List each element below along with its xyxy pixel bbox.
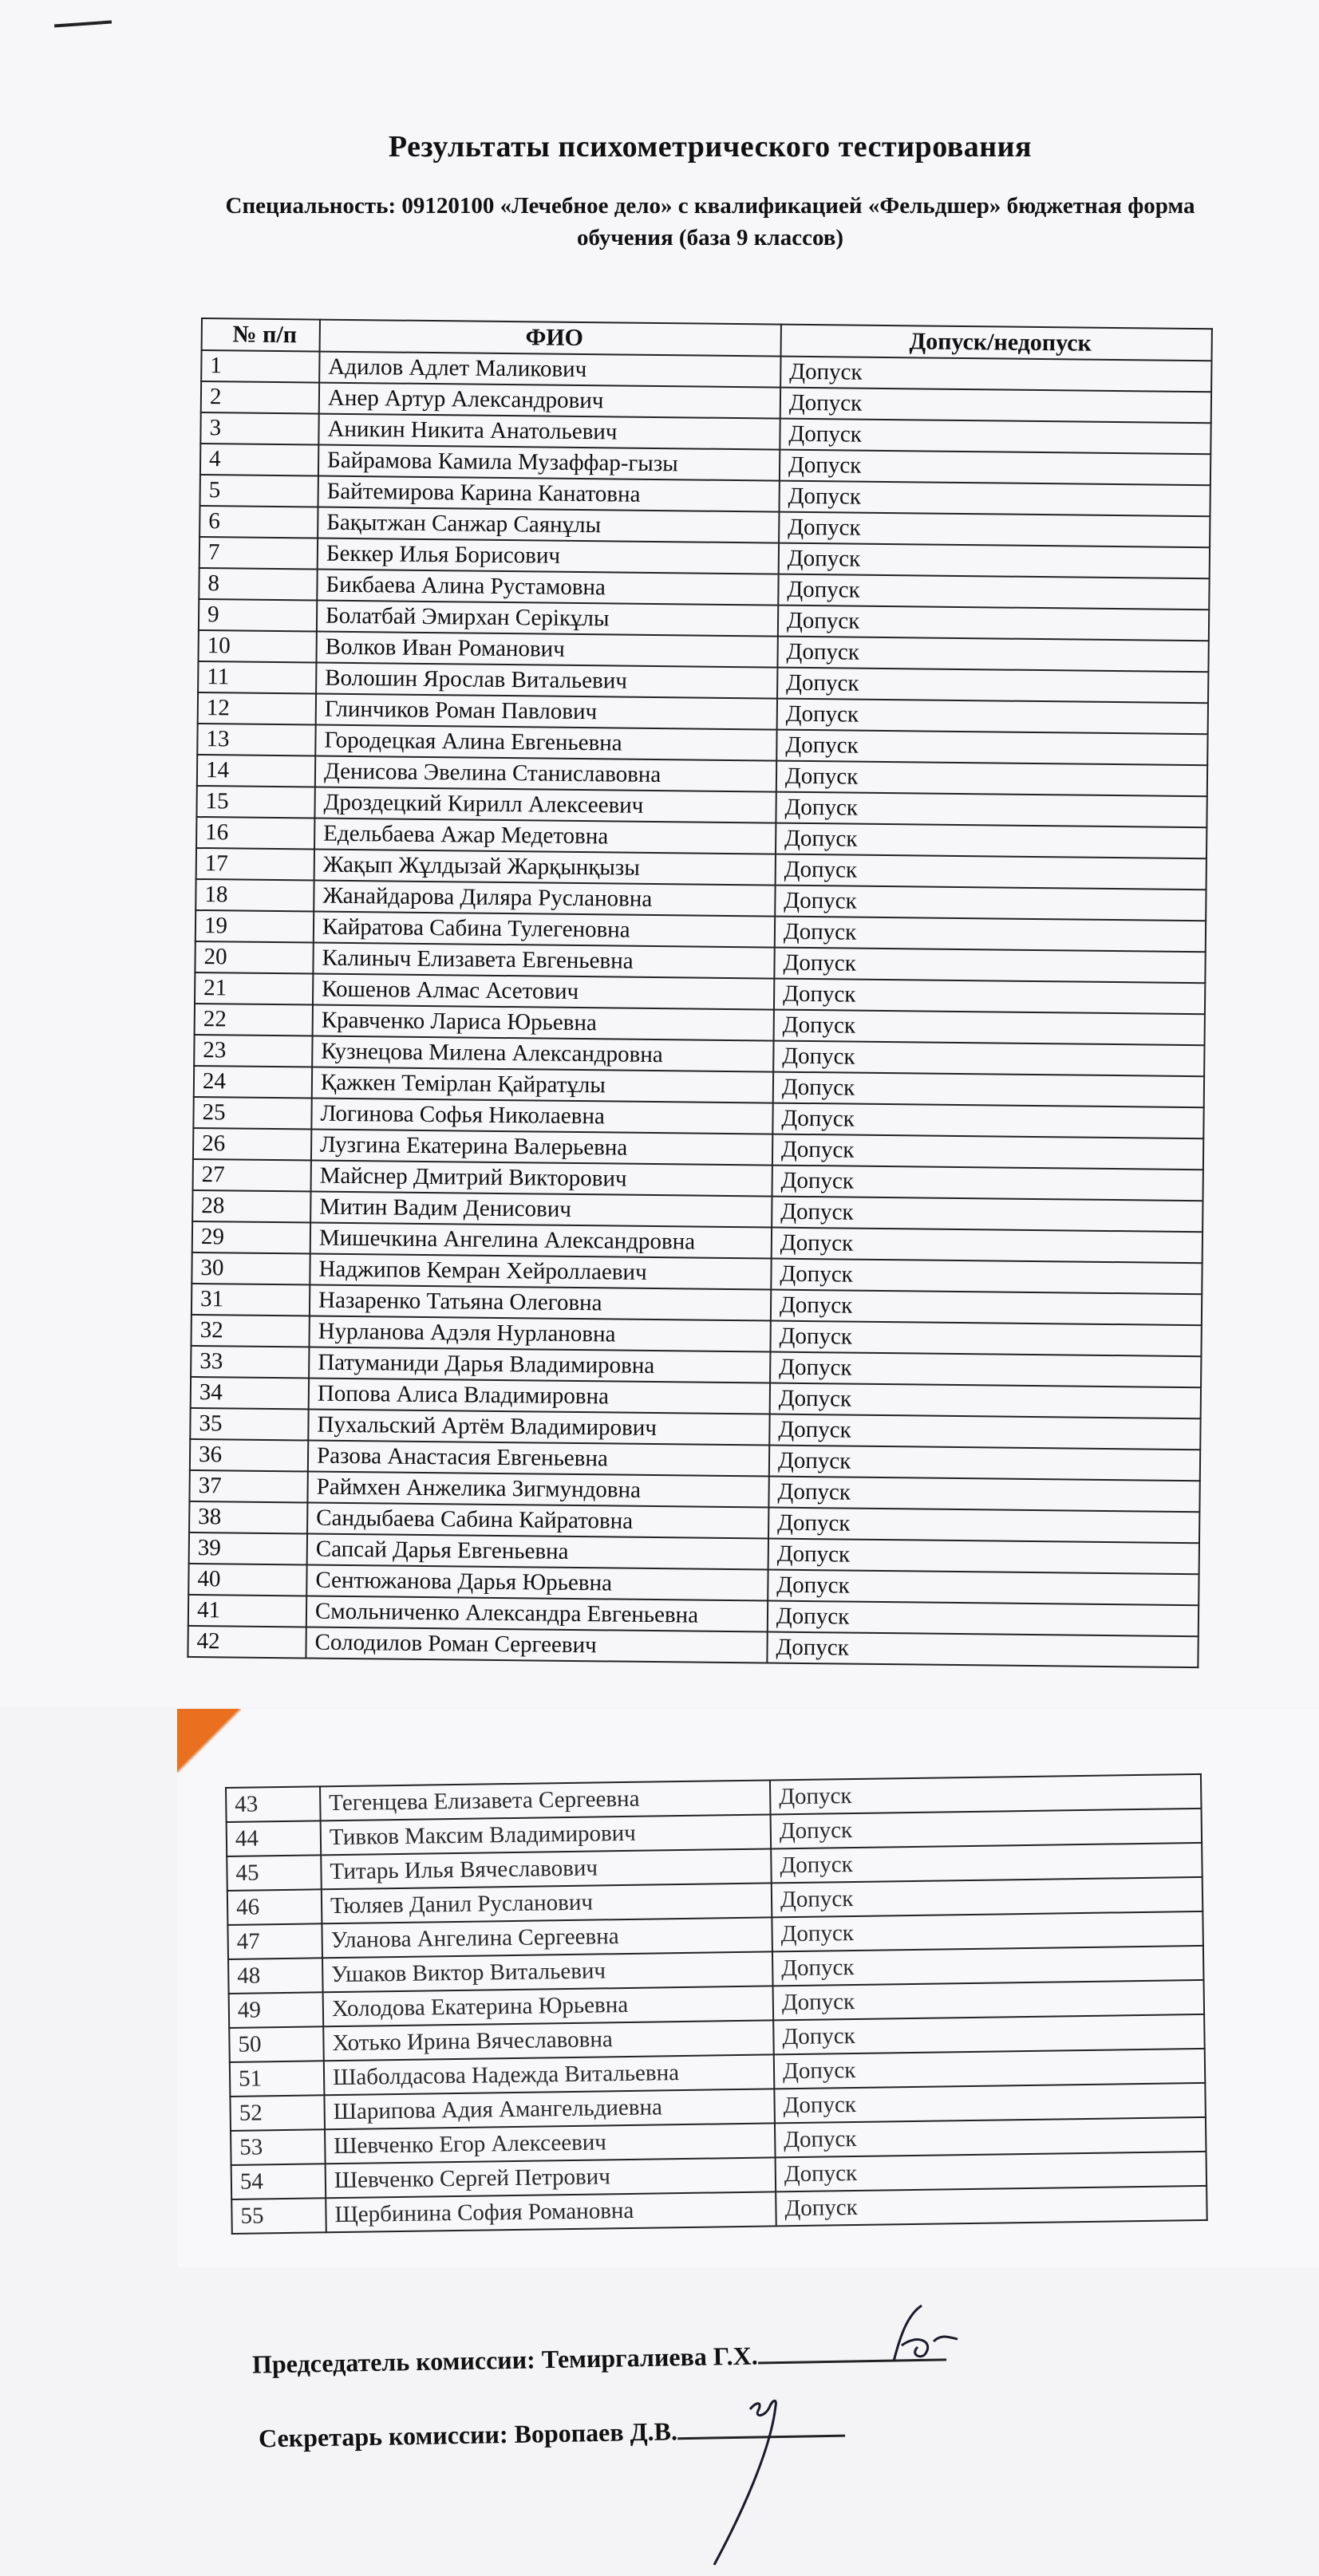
admission-status: Допуск	[770, 1774, 1202, 1815]
student-name: Денисова Эвелина Станиславовна	[315, 756, 776, 792]
admission-status: Допуск	[772, 1228, 1203, 1264]
admission-status: Допуск	[779, 512, 1210, 548]
admission-status: Допуск	[777, 668, 1208, 704]
row-number: 3	[200, 412, 318, 445]
row-number: 46	[227, 1889, 322, 1925]
student-name: Байрамова Камила Музаффар-гызы	[318, 445, 780, 481]
row-number: 16	[196, 817, 314, 850]
row-number: 22	[195, 1004, 313, 1036]
row-number: 11	[198, 661, 316, 694]
admission-status: Допуск	[768, 1508, 1199, 1544]
row-number: 10	[198, 630, 316, 663]
student-name: Ушаков Виктор Витальевич	[322, 1951, 773, 1992]
student-name: Волков Иван Романович	[316, 632, 777, 668]
student-name: Бақытжан Санжар Саянұлы	[318, 507, 779, 543]
admission-status: Допуск	[771, 1290, 1202, 1326]
row-number: 15	[196, 786, 314, 819]
row-number: 7	[199, 537, 318, 570]
admission-status: Допуск	[776, 761, 1207, 797]
admission-status: Допуск	[772, 1877, 1203, 1918]
results-table-page-2	[225, 1773, 1208, 2235]
student-name: Тивков Максим Владимирович	[321, 1814, 772, 1855]
row-number: 2	[201, 381, 319, 414]
student-name: Шевченко Егор Алексеевич	[325, 2123, 776, 2164]
student-name: Сапсай Дарья Евгеньевна	[307, 1533, 768, 1569]
header-name: ФИО	[320, 320, 781, 357]
row-number: 47	[227, 1923, 322, 1959]
student-name: Кузнецова Милена Александровна	[312, 1036, 773, 1072]
admission-status: Допуск	[772, 1946, 1204, 1986]
row-number: 53	[231, 2129, 326, 2165]
row-number: 41	[188, 1595, 306, 1627]
admission-status: Допуск	[775, 886, 1206, 921]
row-number: 50	[229, 2026, 324, 2062]
admission-status: Допуск	[773, 1980, 1205, 2021]
student-name: Хотько Ирина Вячеславовна	[323, 2020, 774, 2061]
student-name: Городецкая Алина Евгеньевна	[315, 725, 776, 761]
paper-corner	[177, 1709, 241, 1773]
admission-status: Допуск	[770, 1352, 1201, 1388]
student-name: Байтемирова Карина Канатовна	[318, 476, 780, 512]
student-name: Адилов Адлет Маликович	[319, 352, 780, 388]
student-name: Шарипова Адия Амангельдиевна	[324, 2089, 775, 2129]
row-number: 26	[193, 1128, 311, 1161]
admission-status: Допуск	[777, 699, 1208, 735]
row-number: 38	[189, 1501, 307, 1534]
results-table-page-1	[187, 318, 1213, 1668]
student-name: Лузгина Екатерина Валерьевна	[311, 1130, 772, 1166]
student-name: Болатбай Эмирхан Серікұлы	[317, 601, 778, 637]
admission-status: Допуск	[776, 854, 1206, 890]
student-name: Логинова Софья Николаевна	[311, 1099, 772, 1134]
admission-status: Допуск	[774, 2049, 1206, 2089]
row-number: 13	[197, 724, 315, 756]
admission-status: Допуск	[780, 388, 1211, 424]
admission-status: Допуск	[775, 2117, 1206, 2158]
student-name: Жақып Жұлдызай Жарқынқызы	[314, 850, 776, 886]
admission-status: Допуск	[779, 481, 1210, 517]
row-number: 17	[196, 848, 314, 881]
admission-status: Допуск	[768, 1477, 1199, 1513]
admission-status: Допуск	[774, 1010, 1205, 1046]
row-number: 23	[194, 1035, 312, 1067]
secretary-signature	[694, 2385, 814, 2569]
student-name: Наджипов Кемран Хейроллаевич	[310, 1253, 771, 1289]
student-name: Глинчиков Роман Павлович	[316, 694, 777, 730]
student-name: Щербинина София Романовна	[326, 2191, 776, 2232]
student-name: Аникин Никита Анатольевич	[318, 414, 780, 450]
row-number: 45	[227, 1855, 322, 1891]
student-name: Қажкен Темірлан Қайратұлы	[312, 1067, 773, 1103]
student-name: Тюляев Данил Русланович	[322, 1883, 772, 1923]
student-name: Волошин Ярослав Витальевич	[316, 663, 777, 699]
admission-status: Допуск	[774, 2083, 1206, 2124]
row-number: 49	[229, 1992, 324, 2028]
row-number: 42	[188, 1626, 306, 1659]
admission-status: Допуск	[771, 1843, 1203, 1884]
row-number: 32	[192, 1315, 310, 1347]
admission-status: Допуск	[780, 450, 1210, 486]
admission-status: Допуск	[772, 1134, 1203, 1170]
student-name: Сентюжанова Дарья Юрьевна	[306, 1564, 768, 1600]
student-name: Кошенов Алмас Асетович	[313, 974, 774, 1010]
student-name: Смольниченко Александра Евгеньевна	[306, 1596, 768, 1631]
student-name: Холодова Екатерина Юрьевна	[323, 1986, 774, 2026]
row-number: 30	[192, 1252, 310, 1285]
admission-status: Допуск	[772, 1197, 1203, 1233]
student-name: Солодилов Роман Сергеевич	[306, 1627, 767, 1663]
admission-status: Допуск	[780, 357, 1211, 393]
row-number: 31	[192, 1284, 310, 1316]
row-number: 55	[231, 2198, 326, 2234]
student-name: Беккер Илья Борисович	[318, 538, 779, 574]
admission-status: Допуск	[776, 730, 1207, 766]
admission-status: Допуск	[771, 1809, 1203, 1849]
admission-status: Допуск	[776, 792, 1206, 828]
row-number: 28	[192, 1190, 310, 1223]
student-name: Титарь Илья Вячеславович	[321, 1848, 772, 1889]
row-number: 12	[198, 692, 316, 725]
row-number: 35	[190, 1408, 308, 1441]
row-number: 33	[191, 1346, 309, 1379]
admission-status: Допуск	[776, 823, 1206, 859]
admission-status: Допуск	[769, 1414, 1200, 1450]
row-number: 48	[228, 1958, 323, 1994]
student-name: Кайратова Сабина Тулегеновна	[314, 912, 775, 948]
student-name: Мишечкина Ангелина Александровна	[310, 1222, 772, 1258]
admission-status: Допуск	[778, 574, 1209, 610]
row-number: 4	[200, 444, 318, 476]
chairman-signature	[846, 2298, 1005, 2369]
student-name: Бикбаева Алина Рустамовна	[317, 570, 778, 606]
row-number: 21	[195, 972, 313, 1005]
table-body-page-1	[188, 350, 1211, 1667]
student-name: Тегенцева Елизавета Сергеевна	[320, 1780, 771, 1821]
admission-status: Допуск	[767, 1632, 1198, 1668]
student-name: Анер Артур Александрович	[319, 383, 780, 419]
row-number: 44	[227, 1821, 322, 1856]
admission-status: Допуск	[773, 1072, 1204, 1108]
row-number: 37	[189, 1470, 307, 1503]
row-number: 14	[197, 755, 315, 787]
row-number: 1	[201, 350, 319, 383]
admission-status: Допуск	[772, 1911, 1203, 1952]
admission-status: Допуск	[779, 543, 1210, 579]
student-name: Попова Алиса Владимировна	[309, 1378, 770, 1414]
row-number: 52	[230, 2095, 325, 2131]
document-subtitle: Специальность: 09120100 «Лечебное дело» с квалификацией «Фельдшер» бюджетная форма обучения (база 9 классов)	[225, 193, 1195, 250]
admission-status: Допуск	[776, 2186, 1207, 2227]
student-name: Кравченко Лариса Юрьевна	[313, 1005, 774, 1041]
row-number: 40	[188, 1564, 306, 1596]
row-number: 9	[199, 599, 317, 632]
admission-status: Допуск	[774, 979, 1205, 1015]
admission-status: Допуск	[772, 1103, 1203, 1139]
row-number: 20	[195, 941, 313, 974]
admission-status: Допуск	[769, 1446, 1200, 1481]
student-name: Дроздецкий Кирилл Алексеевич	[314, 787, 776, 823]
row-number: 19	[195, 910, 314, 943]
row-number: 29	[192, 1221, 310, 1254]
row-number: 25	[193, 1097, 311, 1130]
student-name: Сандыбаева Сабина Кайратовна	[307, 1502, 768, 1538]
student-name: Уланова Ангелина Сергеевна	[322, 1917, 772, 1958]
admission-status: Допуск	[778, 606, 1209, 641]
student-name: Шевченко Сергей Петрович	[326, 2157, 776, 2198]
student-name: Майснер Дмитрий Викторович	[311, 1161, 772, 1197]
student-name: Калиныч Елизавета Евгеньевна	[313, 943, 774, 979]
document-title: Результаты психометрического тестирования	[388, 130, 1033, 164]
admission-status: Допуск	[768, 1570, 1199, 1606]
row-number: 34	[191, 1377, 309, 1410]
admission-status: Допуск	[774, 948, 1205, 984]
admission-status: Допуск	[777, 637, 1208, 673]
admission-status: Допуск	[770, 1321, 1201, 1357]
student-name: Раймхен Анжелика Зигмундовна	[307, 1471, 768, 1507]
row-number: 5	[200, 475, 318, 507]
student-name: Жанайдарова Диляра Руслановна	[314, 881, 775, 917]
student-name: Назаренко Татьяна Олеговна	[310, 1284, 771, 1320]
admission-status: Допуск	[773, 2014, 1205, 2055]
student-name: Митин Вадим Денисович	[310, 1192, 772, 1228]
admission-status: Допуск	[768, 1601, 1199, 1637]
row-number: 27	[193, 1159, 311, 1192]
row-number: 51	[230, 2061, 325, 2097]
row-number: 8	[199, 568, 317, 601]
admission-status: Допуск	[768, 1539, 1199, 1575]
secretary-label: Секретарь комиссии: Воропаев Д.В.	[258, 2416, 678, 2453]
admission-status: Допуск	[771, 1259, 1202, 1295]
student-name: Едельбаева Ажар Медетовна	[314, 819, 776, 854]
row-number: 39	[189, 1533, 307, 1565]
header-number: № п/п	[202, 318, 320, 352]
row-number: 18	[195, 879, 314, 912]
admission-status: Допуск	[780, 419, 1210, 455]
student-name: Нурланова Адэля Нурлановна	[309, 1316, 770, 1351]
admission-status: Допуск	[772, 1166, 1203, 1201]
student-name: Патуманиди Дарья Владимировна	[309, 1347, 770, 1383]
row-number: 36	[190, 1439, 308, 1472]
student-name: Пухальский Артём Владимирович	[308, 1409, 769, 1445]
row-number: 43	[226, 1786, 321, 1822]
header-status: Допуск/недопуск	[781, 325, 1212, 361]
admission-status: Допуск	[770, 1383, 1201, 1419]
chairman-label: Председатель комиссии: Темиргалиева Г.Х.	[251, 2341, 758, 2379]
student-name: Шаболдасова Надежда Витальевна	[324, 2054, 775, 2095]
admission-status: Допуск	[773, 1041, 1204, 1077]
chairman-line	[252, 2337, 946, 2379]
admission-status: Допуск	[776, 2152, 1207, 2192]
row-number: 24	[194, 1066, 312, 1099]
row-number: 54	[231, 2164, 326, 2199]
table-body-page-2	[226, 1774, 1207, 2234]
row-number: 6	[199, 506, 318, 538]
student-name: Разова Анастасия Евгеньевна	[308, 1440, 769, 1476]
admission-status: Допуск	[775, 917, 1206, 953]
